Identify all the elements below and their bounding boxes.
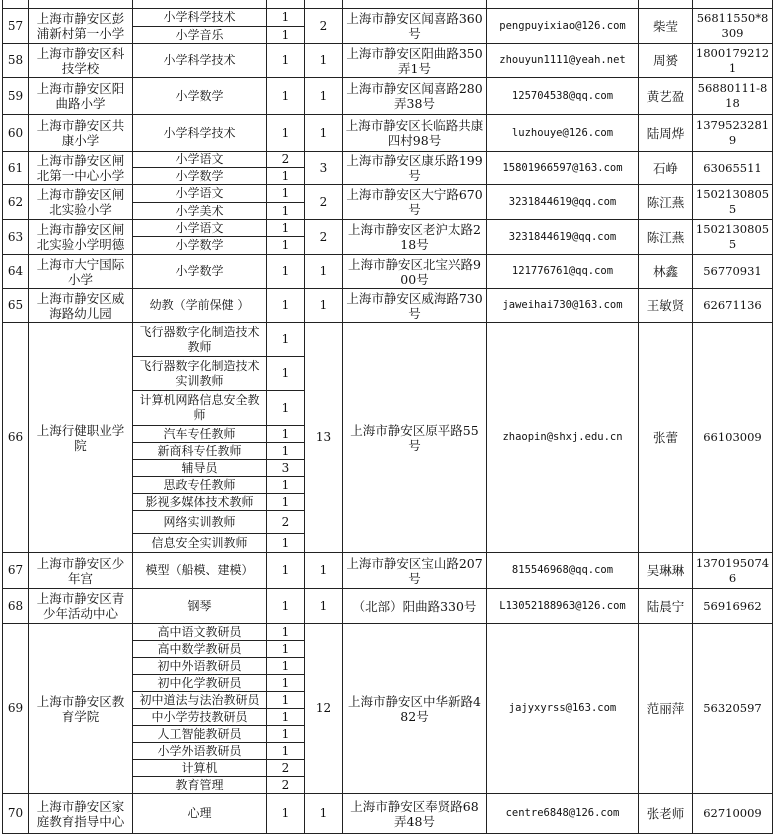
total-count: 1 bbox=[305, 255, 343, 289]
position-count: 1 bbox=[267, 115, 305, 152]
position-name: 小学音乐 bbox=[133, 27, 267, 44]
position-name: 新商科专任教师 bbox=[133, 443, 267, 460]
email bbox=[487, 0, 639, 9]
position-name: 小学语文 bbox=[133, 220, 267, 237]
contact-person: 石峥 bbox=[639, 152, 693, 185]
position-count: 1 bbox=[267, 185, 305, 203]
address: 上海市静安区中华新路482号 bbox=[343, 624, 487, 794]
contact-person: 黄艺盈 bbox=[639, 78, 693, 115]
row-index: 67 bbox=[3, 553, 29, 589]
phone: 62671136 bbox=[693, 289, 773, 323]
position-count: 1 bbox=[267, 641, 305, 658]
position-count: 1 bbox=[267, 78, 305, 115]
email: L13052188963@126.com bbox=[487, 589, 639, 624]
position-count: 1 bbox=[267, 624, 305, 641]
position-count: 1 bbox=[267, 289, 305, 323]
position-count: 1 bbox=[267, 27, 305, 44]
position-name: 模型（船模、建模） bbox=[133, 553, 267, 589]
row-index: 59 bbox=[3, 78, 29, 115]
table-row bbox=[3, 152, 773, 168]
unit-name: 上海市静安区少年宫 bbox=[29, 553, 133, 589]
phone: 18001792121 bbox=[693, 44, 773, 78]
table-row bbox=[3, 289, 773, 323]
contact-person: 陈江燕 bbox=[639, 185, 693, 220]
total-count: 1 bbox=[305, 794, 343, 834]
email: 3231844619@qq.com bbox=[487, 220, 639, 255]
unit-name: 上海市大宁国际小学 bbox=[29, 255, 133, 289]
position-name: 汽车专任教师 bbox=[133, 426, 267, 443]
contact-person: 张老师 bbox=[639, 794, 693, 834]
email: zhaopin@shxj.edu.cn bbox=[487, 323, 639, 553]
address: 上海市静安区闻喜路360号 bbox=[343, 9, 487, 44]
contact-person: 张蕾 bbox=[639, 323, 693, 553]
position-count bbox=[267, 0, 305, 9]
position-count: 2 bbox=[267, 760, 305, 777]
contact-person bbox=[639, 0, 693, 9]
position-count: 1 bbox=[267, 220, 305, 237]
contact-person: 周赟 bbox=[639, 44, 693, 78]
total-count: 1 bbox=[305, 553, 343, 589]
row-index: 68 bbox=[3, 589, 29, 624]
total-count: 2 bbox=[305, 9, 343, 44]
position-name: 影视多媒体技术教师 bbox=[133, 494, 267, 511]
phone: 56811550*8309 bbox=[693, 9, 773, 44]
total-count: 2 bbox=[305, 220, 343, 255]
position-count: 1 bbox=[267, 709, 305, 726]
address: 上海市静安区北宝兴路900号 bbox=[343, 255, 487, 289]
position-name: 幼教（学前保健 ） bbox=[133, 289, 267, 323]
position-name: 小学数学 bbox=[133, 78, 267, 115]
contact-person: 吴琳琳 bbox=[639, 553, 693, 589]
position-name: 小学科学技术 bbox=[133, 44, 267, 78]
total-count: 1 bbox=[305, 289, 343, 323]
table-row bbox=[3, 220, 773, 237]
position-count: 2 bbox=[267, 777, 305, 794]
unit-name: 上海行健职业学院 bbox=[29, 323, 133, 553]
position-count: 1 bbox=[267, 391, 305, 426]
position-name: 网络实训教师 bbox=[133, 511, 267, 534]
table-row bbox=[3, 323, 773, 357]
table-row bbox=[3, 185, 773, 203]
table-row bbox=[3, 589, 773, 624]
position-count: 1 bbox=[267, 443, 305, 460]
unit-name: 上海市静安区共康小学 bbox=[29, 115, 133, 152]
position-count: 2 bbox=[267, 511, 305, 534]
total-count: 1 bbox=[305, 78, 343, 115]
email: 815546968@qq.com bbox=[487, 553, 639, 589]
position-name: 小学科学技术 bbox=[133, 115, 267, 152]
total-count: 13 bbox=[305, 323, 343, 553]
position-name: 钢琴 bbox=[133, 589, 267, 624]
phone: 56770931 bbox=[693, 255, 773, 289]
position-count: 1 bbox=[267, 255, 305, 289]
email: 15801966597@163.com bbox=[487, 152, 639, 185]
position-count: 1 bbox=[267, 494, 305, 511]
email: zhouyun1111@yeah.net bbox=[487, 44, 639, 78]
position-count: 1 bbox=[267, 203, 305, 220]
table-row bbox=[3, 794, 773, 834]
table-row bbox=[3, 44, 773, 78]
total-count bbox=[305, 0, 343, 9]
position-count: 1 bbox=[267, 426, 305, 443]
row-index: 62 bbox=[3, 185, 29, 220]
unit-name: 上海市静安区阳曲路小学 bbox=[29, 78, 133, 115]
row-index: 64 bbox=[3, 255, 29, 289]
position-name: 辅导员 bbox=[133, 460, 267, 477]
unit-name: 上海市静安区青少年活动中心 bbox=[29, 589, 133, 624]
position-name: 思政专任教师 bbox=[133, 477, 267, 494]
position-count: 3 bbox=[267, 460, 305, 477]
address: （北部）阳曲路330号 bbox=[343, 589, 487, 624]
position-name: 信息安全实训教师 bbox=[133, 534, 267, 553]
email: 3231844619@qq.com bbox=[487, 185, 639, 220]
unit-name: 上海市静安区闸北实验小学明德 bbox=[29, 220, 133, 255]
address: 上海市静安区老沪太路218号 bbox=[343, 220, 487, 255]
contact-person: 柴莹 bbox=[639, 9, 693, 44]
position-count: 1 bbox=[267, 534, 305, 553]
contact-person: 王敏贤 bbox=[639, 289, 693, 323]
unit-name: 上海市静安区威海路幼儿园 bbox=[29, 289, 133, 323]
position-name: 高中语文教研员 bbox=[133, 624, 267, 641]
phone: 63065511 bbox=[693, 152, 773, 185]
contact-person: 陈江燕 bbox=[639, 220, 693, 255]
total-count: 1 bbox=[305, 44, 343, 78]
row-index: 69 bbox=[3, 624, 29, 794]
address: 上海市静安区威海路730号 bbox=[343, 289, 487, 323]
address bbox=[343, 0, 487, 9]
row-index: 70 bbox=[3, 794, 29, 834]
phone bbox=[693, 0, 773, 9]
phone: 13701950746 bbox=[693, 553, 773, 589]
position-count: 1 bbox=[267, 589, 305, 624]
position-name: 小学数学 bbox=[133, 168, 267, 185]
email: jaweihai730@163.com bbox=[487, 289, 639, 323]
unit-name bbox=[29, 0, 133, 9]
phone: 56916962 bbox=[693, 589, 773, 624]
contact-person: 范丽萍 bbox=[639, 624, 693, 794]
phone: 62710009 bbox=[693, 794, 773, 834]
unit-name: 上海市静安区科技学校 bbox=[29, 44, 133, 78]
table-row bbox=[3, 9, 773, 27]
position-name: 人工智能教研员 bbox=[133, 726, 267, 743]
email: pengpuyixiao@126.com bbox=[487, 9, 639, 44]
position-name: 教育管理 bbox=[133, 777, 267, 794]
position-count: 1 bbox=[267, 692, 305, 709]
position-name: 小学科学技术 bbox=[133, 9, 267, 27]
address: 上海市静安区康乐路199号 bbox=[343, 152, 487, 185]
position-name bbox=[133, 0, 267, 9]
phone: 15021308055 bbox=[693, 185, 773, 220]
phone: 13795232819 bbox=[693, 115, 773, 152]
position-name: 小学语文 bbox=[133, 185, 267, 203]
position-count: 1 bbox=[267, 794, 305, 834]
table-row bbox=[3, 0, 773, 9]
total-count: 1 bbox=[305, 115, 343, 152]
position-name: 中小学劳技教研员 bbox=[133, 709, 267, 726]
contact-person: 陆周烨 bbox=[639, 115, 693, 152]
unit-name: 上海市静安区彭浦新村第一小学 bbox=[29, 9, 133, 44]
address: 上海市静安区奉贤路68弄48号 bbox=[343, 794, 487, 834]
recruitment-table-page bbox=[2, 0, 773, 834]
row-index: 63 bbox=[3, 220, 29, 255]
unit-name: 上海市静安区闸北实验小学 bbox=[29, 185, 133, 220]
address: 上海市静安区阳曲路350弄1号 bbox=[343, 44, 487, 78]
position-name: 高中数学教研员 bbox=[133, 641, 267, 658]
position-name: 飞行器数字化制造技术实训教师 bbox=[133, 357, 267, 391]
position-name: 小学美术 bbox=[133, 203, 267, 220]
position-name: 小学语文 bbox=[133, 152, 267, 168]
position-name: 初中道法与法治教研员 bbox=[133, 692, 267, 709]
total-count: 1 bbox=[305, 589, 343, 624]
table-row bbox=[3, 255, 773, 289]
contact-person: 陆晨宁 bbox=[639, 589, 693, 624]
row-index bbox=[3, 0, 29, 9]
position-count: 2 bbox=[267, 152, 305, 168]
position-name: 计算机 bbox=[133, 760, 267, 777]
position-count: 1 bbox=[267, 357, 305, 391]
address: 上海市静安区宝山路207号 bbox=[343, 553, 487, 589]
position-count: 1 bbox=[267, 237, 305, 255]
position-count: 1 bbox=[267, 553, 305, 589]
position-count: 1 bbox=[267, 44, 305, 78]
email: 121776761@qq.com bbox=[487, 255, 639, 289]
email: jajyxyrss@163.com bbox=[487, 624, 639, 794]
unit-name: 上海市静安区家庭教育指导中心 bbox=[29, 794, 133, 834]
total-count: 3 bbox=[305, 152, 343, 185]
contact-person: 林鑫 bbox=[639, 255, 693, 289]
phone: 56320597 bbox=[693, 624, 773, 794]
unit-name: 上海市静安区教育学院 bbox=[29, 624, 133, 794]
row-index: 65 bbox=[3, 289, 29, 323]
phone: 56880111-818 bbox=[693, 78, 773, 115]
email: centre6848@126.com bbox=[487, 794, 639, 834]
position-name: 初中外语教研员 bbox=[133, 658, 267, 675]
position-count: 1 bbox=[267, 743, 305, 760]
table-row bbox=[3, 624, 773, 641]
recruitment-table bbox=[2, 0, 773, 834]
row-index: 60 bbox=[3, 115, 29, 152]
total-count: 12 bbox=[305, 624, 343, 794]
address: 上海市静安区原平路55号 bbox=[343, 323, 487, 553]
position-count: 1 bbox=[267, 9, 305, 27]
position-count: 1 bbox=[267, 477, 305, 494]
position-count: 1 bbox=[267, 726, 305, 743]
position-count: 1 bbox=[267, 323, 305, 357]
table-row bbox=[3, 115, 773, 152]
address: 上海市静安区闻喜路280弄38号 bbox=[343, 78, 487, 115]
position-count: 1 bbox=[267, 658, 305, 675]
address: 上海市静安区长临路共康四村98号 bbox=[343, 115, 487, 152]
table-row bbox=[3, 553, 773, 589]
position-count: 1 bbox=[267, 675, 305, 692]
row-index: 57 bbox=[3, 9, 29, 44]
row-index: 61 bbox=[3, 152, 29, 185]
email: luzhouye@126.com bbox=[487, 115, 639, 152]
position-count: 1 bbox=[267, 168, 305, 185]
unit-name: 上海市静安区闸北第一中心小学 bbox=[29, 152, 133, 185]
position-name: 初中化学教研员 bbox=[133, 675, 267, 692]
row-index: 66 bbox=[3, 323, 29, 553]
phone: 15021308055 bbox=[693, 220, 773, 255]
position-name: 飞行器数字化制造技术教师 bbox=[133, 323, 267, 357]
phone: 66103009 bbox=[693, 323, 773, 553]
position-name: 小学数学 bbox=[133, 237, 267, 255]
total-count: 2 bbox=[305, 185, 343, 220]
table-row bbox=[3, 78, 773, 115]
position-name: 心理 bbox=[133, 794, 267, 834]
row-index: 58 bbox=[3, 44, 29, 78]
address: 上海市静安区大宁路670号 bbox=[343, 185, 487, 220]
position-name: 小学数学 bbox=[133, 255, 267, 289]
position-name: 小学外语教研员 bbox=[133, 743, 267, 760]
position-name: 计算机网路信息安全教师 bbox=[133, 391, 267, 426]
email: 125704538@qq.com bbox=[487, 78, 639, 115]
